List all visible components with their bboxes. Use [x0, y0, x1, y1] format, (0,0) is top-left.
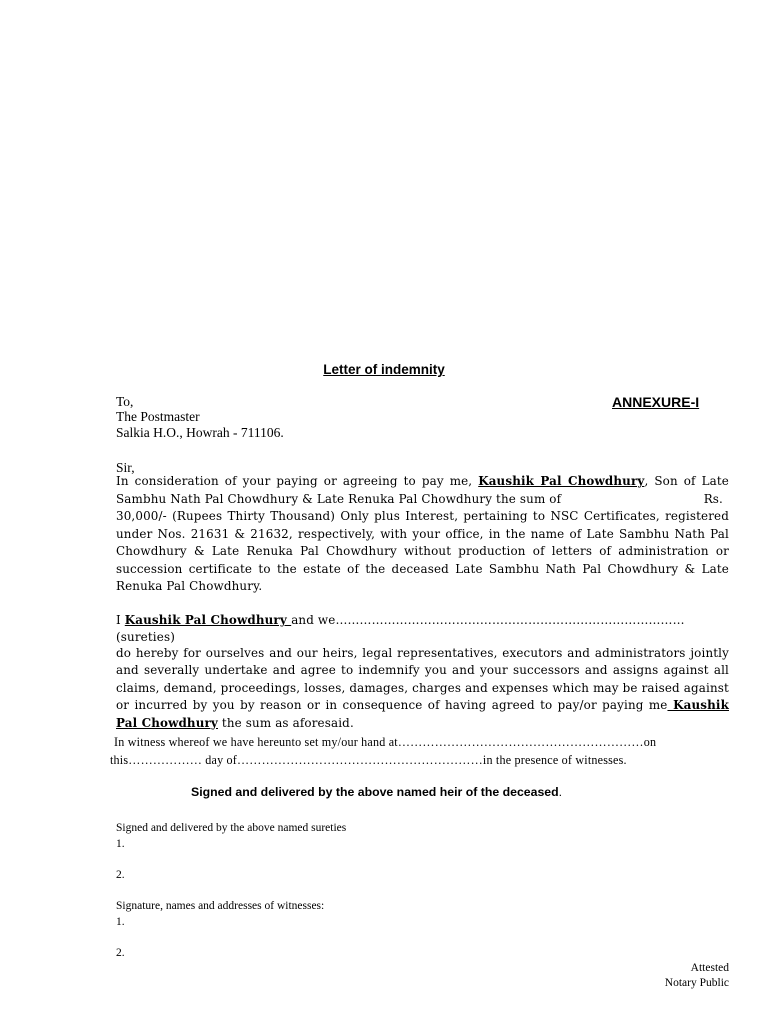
consideration-line-1: In consideration of your paying or agreeing to pay me, Kaushik Pal Chowdhury, Son of Late: [116, 474, 729, 488]
witnesses-heading: Signature, names and addresses of witnesses:: [116, 900, 325, 912]
witness-line-1: In witness whereof we have hereunto set my/our hand at……………………………………………………on: [114, 735, 657, 749]
undertaking-first-line: I Kaushik Pal Chowdhury and we……………………………………………………………………………: [116, 613, 685, 627]
witness-line-2: this……………… day of……………………………………………………in the presence of witnesses.: [110, 753, 627, 767]
surety-2: 2.: [116, 869, 125, 881]
address-to: To,: [116, 394, 134, 409]
principal-name: Kaushik Pal Chowdhury: [124, 613, 292, 627]
principal-name: Kaushik Pal Chowdhury: [116, 698, 729, 730]
document-title: Letter of indemnity: [323, 362, 445, 377]
undertaking-body: do hereby for ourselves and our heirs, legal representatives, executors and administrators jointly and severally undertake and agree to indemnify you and your successors and assigns against all claims, demand, proceedings, losses, damages, charges and expenses which may be raised against or incurred by you by reason or in consequence of having agreed to pay/or paying me Kaushik Pal Chowdhury the sum as aforesaid.: [116, 645, 729, 730]
undertaking-paragraph: [116, 612, 729, 732]
salutation: Sir,: [116, 460, 135, 475]
consideration-line-2: Sambhu Nath Pal Chowdhury & Late Renuka Pal Chowdhury the sum of Rs.: [116, 491, 723, 506]
principal-name: Kaushik Pal Chowdhury: [478, 474, 645, 488]
consideration-body: 30,000/- (Rupees Thirty Thousand) Only plus Interest, pertaining to NSC Certificates, registered under Nos. 21631 & 21632, respectively, with your office, in the name of Late Sambhu Nath Pal Chowdhury & Late Renuka Pal Chowdhury without production of letters of administration or succession certificate to the estate of the deceased Late Sambhu Nath Pal Chowdhury & Late Renuka Pal Chowdhury.: [116, 509, 729, 593]
address-office: Salkia H.O., Howrah - 711106.: [116, 425, 284, 440]
consideration-paragraph: [116, 473, 729, 596]
sureties-heading: Signed and delivered by the above named sureties: [116, 822, 347, 834]
sureties-label: (sureties): [116, 629, 175, 644]
heir-signature-line: Signed and delivered by the above named heir of the deceased.: [191, 785, 563, 799]
attested-label: Attested: [690, 962, 729, 974]
surety-1: 1.: [116, 838, 125, 850]
witness-2: 2.: [116, 947, 125, 959]
witness-1: 1.: [116, 916, 125, 928]
address-postmaster: The Postmaster: [116, 409, 200, 424]
notary-public-label: Notary Public: [664, 977, 729, 989]
annexure-label: ANNEXURE-I: [612, 394, 700, 410]
